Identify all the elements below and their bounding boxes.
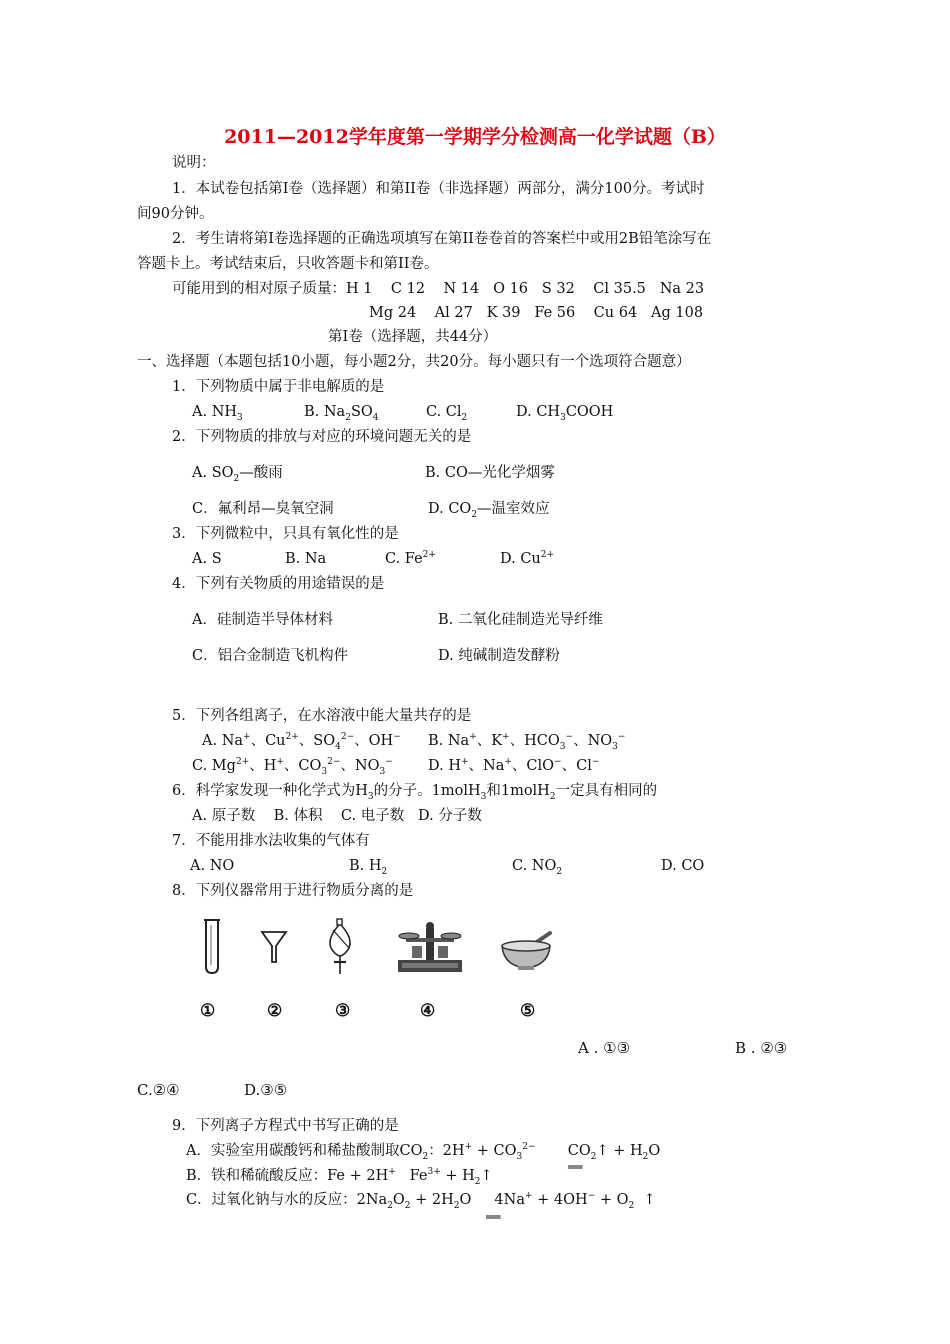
note-1-line-2: 间90分钟。: [137, 206, 214, 222]
q8-option-c: C.②④: [137, 1081, 180, 1099]
q7-option-a: A. NO: [190, 858, 235, 874]
intro-heading: 说明：: [172, 155, 216, 171]
q3-option-b: B. Na: [285, 551, 327, 567]
q5-option-a: A. Na+、$Cu^{2+}$、$SO_4^{2-}$、OH−: [202, 732, 401, 752]
q7-stem: 7．不能用排水法收集的气体有: [172, 833, 370, 849]
q5-stem: 5．下列各组离子，在水溶液中能大量共存的是: [172, 708, 472, 724]
apparatus-label-4: ④: [420, 1001, 436, 1021]
test-tube-icon: [203, 919, 221, 975]
q6-options: A. 原子数 B. 体积 C. 电子数 D. 分子数: [192, 808, 482, 824]
q5-option-d: D. H+、Na+、ClO−、Cl−: [428, 757, 600, 774]
q3-option-c: C. $Fe^{2+}$: [385, 550, 436, 567]
q4-option-b: B. 二氧化硅制造光导纤维: [438, 612, 603, 628]
q2-stem: 2．下列物质的排放与对应的环境问题无关的是: [172, 429, 472, 445]
q9-option-c: C．过氧化钠与水的反应：$2Na_2O_2 + 2H_2O$ $4Na^+ + 4OH^- + O_2$ ↑: [186, 1191, 656, 1211]
q2-option-c: C．氟利昂—臭氧空洞: [192, 501, 334, 517]
q7-option-c: C. $NO_2$: [512, 858, 563, 877]
atomic-masses-line-1: 可能用到的相对原子质量：H 1 C 12 N 14 O 16 S 32 Cl 35.5 Na 23: [172, 281, 705, 297]
exam-title: 2011—2012学年度第一学期学分检测高一化学试题（B）: [224, 126, 726, 148]
q2-option-b: B. CO—光化学烟雾: [425, 465, 555, 481]
q3-option-a: A. S: [192, 551, 222, 567]
apparatus-label-5: ⑤: [520, 1001, 536, 1021]
atomic-masses-line-2: Mg 24 Al 27 K 39 Fe 56 Cu 64 Ag 108: [369, 305, 704, 321]
q2-option-a: A. $SO_2—$酸雨: [192, 465, 283, 484]
q1-stem: 1．下列物质中属于非电解质的是: [172, 379, 385, 395]
apparatus-label-3: ③: [335, 1001, 351, 1021]
q8-option-b: B . ②③: [735, 1039, 788, 1057]
equals-sign-a: ══: [568, 1160, 583, 1174]
q7-option-d: D. CO: [661, 858, 705, 874]
q6-stem: 6．科学家发现一种化学式为$H_3$的分子。1molH$_3$和1molH$_2$一定具有相同的: [172, 783, 658, 802]
q1-options: A. $NH_3$ B. $Na_2SO_4$ C. $Cl_2$ D. $CH_3COOH$: [192, 404, 614, 423]
equals-sign-c: ══: [486, 1210, 501, 1224]
note-2-line-1: 2．考生请将第Ⅰ卷选择题的正确选项填写在第II卷卷首的答案栏中或用2B铅笔涂写在: [172, 231, 712, 247]
q3-option-d: D. $Cu^{2+}$: [500, 550, 555, 567]
q9-option-b: B．铁和稀硫酸反应：Fe + 2H+ $Fe^{3+}$ + $H_2↑$: [186, 1167, 493, 1187]
q7-option-b: B. $H_2$: [349, 858, 388, 877]
q9-option-a: A．实验室用碳酸钙和稀盐酸制取$CO_2$：$2H^+ + CO_3^{2-}$ $CO_2↑ + H_2O$: [186, 1142, 661, 1162]
q4-stem: 4．下列有关物质的用途错误的是: [172, 576, 385, 592]
q8-option-d: D.③⑤: [244, 1081, 288, 1099]
part-1-heading: 第Ⅰ卷（选择题，共44分）: [328, 329, 498, 345]
q3-stem: 3．下列微粒中，只具有氧化性的是: [172, 526, 399, 542]
q2-option-d: D. $CO_2—$温室效应: [428, 501, 550, 520]
note-1-line-1: 1．本试卷包括第Ⅰ卷（选择题）和第II卷（非选择题）两部分，满分100分。考试时: [172, 181, 705, 197]
q9-stem: 9．下列离子方程式中书写正确的是: [172, 1118, 399, 1134]
q4-option-a: A．硅制造半导体材料: [192, 612, 333, 628]
funnel-icon: [260, 930, 288, 964]
apparatus-label-2: ②: [267, 1001, 283, 1021]
separatory-funnel-icon: [325, 918, 355, 976]
mortar-and-pestle-icon: [500, 930, 554, 972]
apparatus-label-1: ①: [200, 1001, 216, 1021]
q5-option-b: B. Na+、K+、$HCO_3^-$、$NO_3^-$: [428, 732, 626, 752]
q8-option-a: A . ①③: [578, 1039, 631, 1057]
section-1-heading: 一、选择题（本题包括10小题，每小题2分，共20分。每小题只有一个选项符合题意）: [137, 354, 691, 370]
q5-option-c: C. $Mg^{2+}$、H+、$CO_3^{2-}$、$NO_3^-$: [192, 757, 393, 777]
q4-option-c: C．铝合金制造飞机构件: [192, 648, 349, 664]
note-2-line-2: 答题卡上。考试结束后，只收答题卡和第II卷。: [137, 256, 439, 272]
q4-option-d: D. 纯碱制造发酵粉: [438, 648, 560, 664]
q8-stem: 8．下列仪器常用于进行物质分离的是: [172, 883, 414, 899]
balance-scale-icon: [396, 920, 464, 974]
